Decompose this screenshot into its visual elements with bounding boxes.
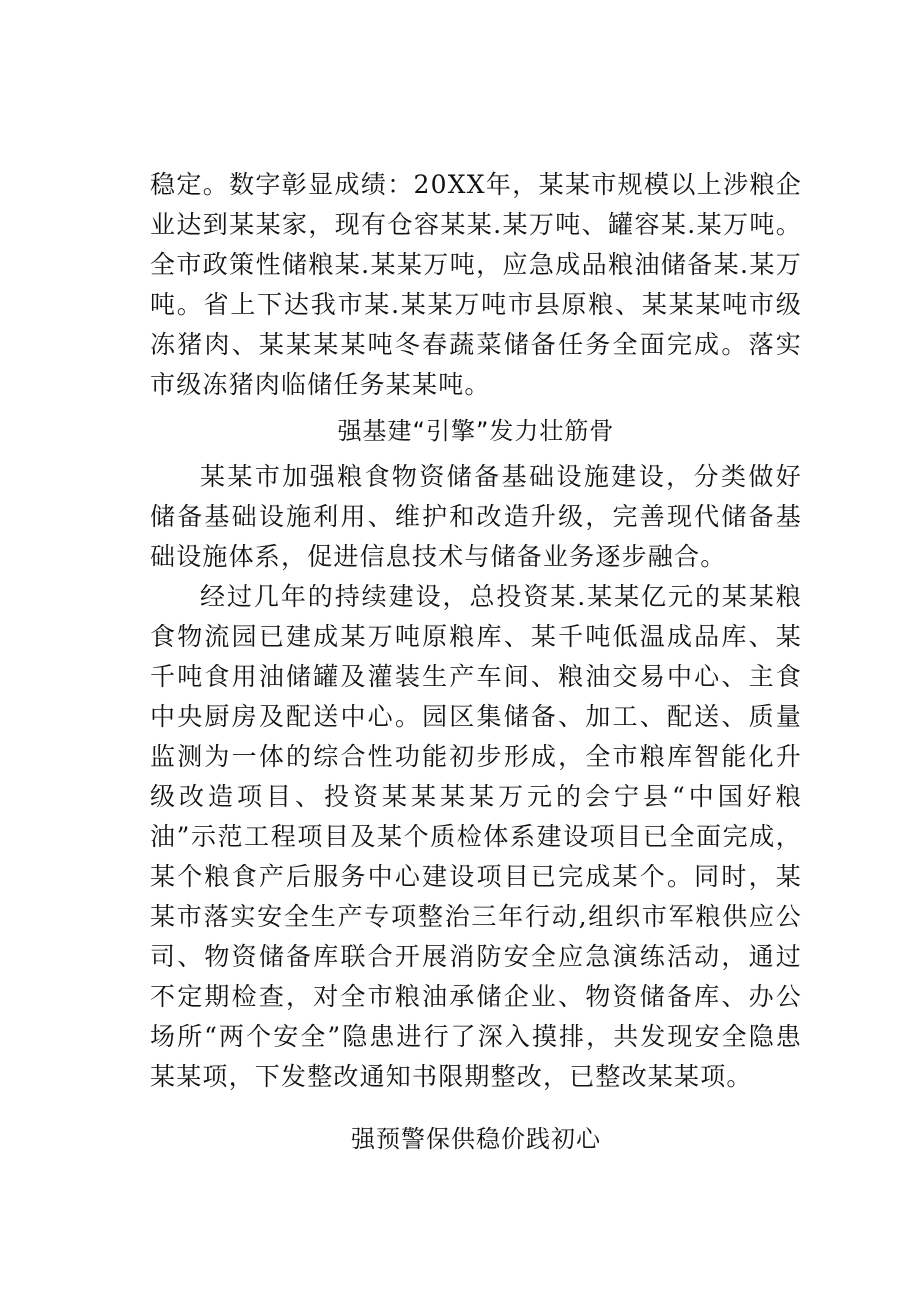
document-body	[150, 165, 802, 1165]
body-paragraph: 经过几年的持续建设，总投资某.某某亿元的某某粮食物流园已建成某万吨原粮库、某千吨低温成品库、某千吨食用油储罐及灌装生产车间、粮油交易中心、主食中央厨房及配送中心。园区集储备、加工、配送、质量监测为一体的综合性功能初步形成，全市粮库智能化升级改造项目、投资某某某某万元的会宁县“中国好粮油”示范工程项目及某个质检体系建设项目已全面完成，某个粮食产后服务中心建设项目已完成某个。同时，某某市落实安全生产专项整治三年行动,组织市军粮供应公司、物资储备库联合开展消防安全应急演练活动，通过不定期检查，对全市粮油承储企业、物资储备库、办公场所“两个安全”隐患进行了深入摸排，共发现安全隐患某某项，下发整改通知书限期整改，已整改某某项。	[150, 582, 802, 1091]
section-heading: 强基建“引擎”发力壮筋骨	[337, 417, 615, 445]
body-paragraph: 稳定。数字彰显成绩：20XX年，某某市规模以上涉粮企业达到某某家，现有仓容某某.某万吨、罐容某.某万吨。全市政策性储粮某.某某万吨，应急成品粮油储备某.某万吨。省上下达我市某.某某万吨市县原粮、某某某吨市级冻猪肉、某某某某吨冬春蔬菜储备任务全面完成。落实市级冻猪肉临储任务某某吨。	[150, 170, 802, 399]
section-heading: 强预警保供稳价践初心	[351, 1125, 601, 1153]
body-paragraph: 某某市加强粮食物资储备基础设施建设，分类做好储备基础设施利用、维护和改造升级，完善现代储备基础设施体系，促进信息技术与储备业务逐步融合。	[150, 462, 802, 571]
